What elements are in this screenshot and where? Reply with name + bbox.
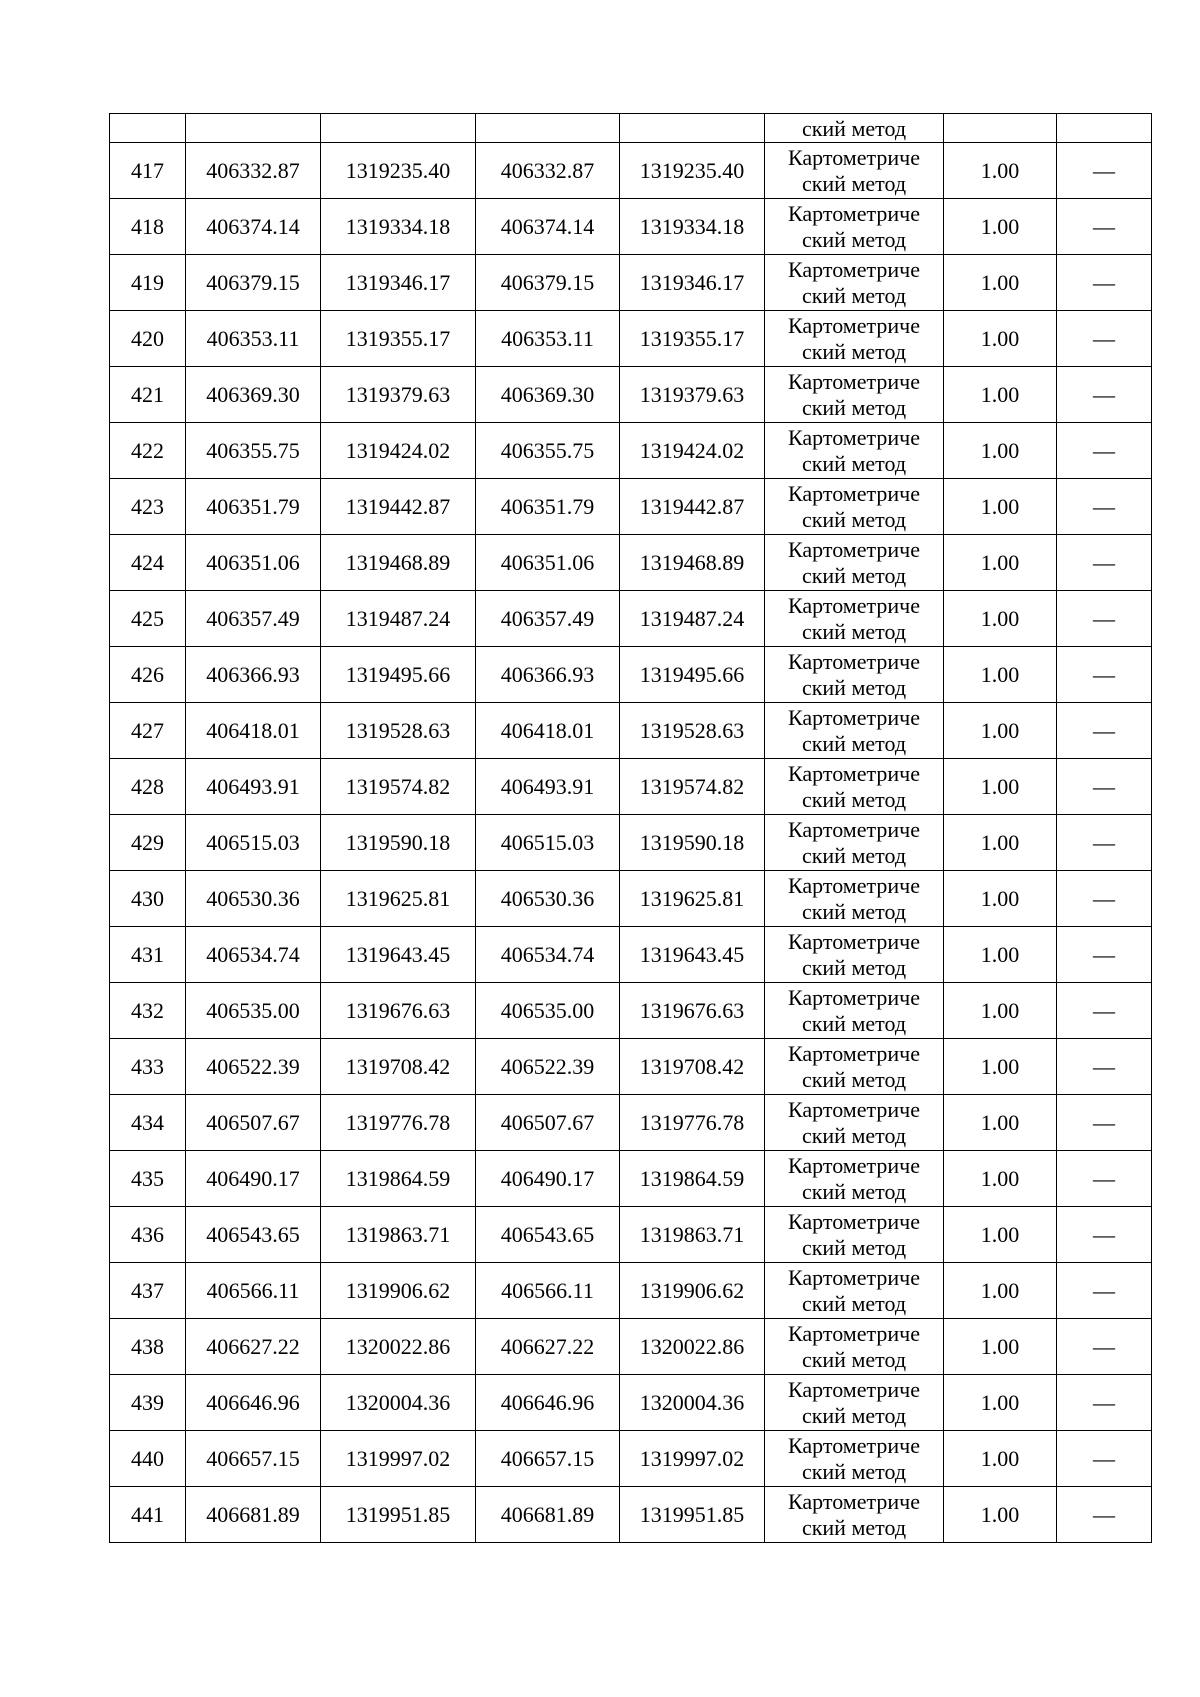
cell-x1: 406493.91 [186,759,321,815]
cell-method [765,703,944,759]
cell-method [765,535,944,591]
cell-y2: 1319643.45 [620,927,765,983]
method-line: ский метод [801,226,907,252]
cell-note: — [1057,1375,1152,1431]
cell-method [765,423,944,479]
cell-method [765,199,944,255]
cell-accuracy: 1.00 [944,255,1057,311]
cell-point-number: 425 [110,591,186,647]
cell-point-number: 438 [110,1319,186,1375]
cell-x2: 406332.87 [476,143,620,199]
cell-method [765,1487,944,1543]
cell-accuracy: 1.00 [944,1095,1057,1151]
cell-y1: 1319863.71 [321,1207,476,1263]
cell-accuracy: 1.00 [944,479,1057,535]
cell-point-number: 439 [110,1375,186,1431]
method-line: ский метод [801,898,907,924]
cell-x2: 406353.11 [476,311,620,367]
cell-note: — [1057,927,1152,983]
cell-x1: 406369.30 [186,367,321,423]
cell-x1 [186,114,321,143]
table-row [110,423,1152,479]
method-line: Картометриче [788,1096,920,1122]
cell-x2: 406374.14 [476,199,620,255]
cell-x2: 406507.67 [476,1095,620,1151]
cell-y1: 1319643.45 [321,927,476,983]
cell-accuracy: 1.00 [944,1375,1057,1431]
cell-method [765,311,944,367]
method-line: ский метод [801,786,907,812]
cell-point-number: 421 [110,367,186,423]
cell-y1: 1319708.42 [321,1039,476,1095]
cell-x2: 406418.01 [476,703,620,759]
cell-x2: 406534.74 [476,927,620,983]
cell-note: — [1057,1151,1152,1207]
cell-method [765,255,944,311]
method-line: ский метод [801,506,907,532]
cell-x1: 406627.22 [186,1319,321,1375]
cell-point-number: 430 [110,871,186,927]
cell-x1: 406566.11 [186,1263,321,1319]
method-line: Картометриче [788,592,920,618]
method-line: ский метод [801,394,907,420]
cell-y2: 1320022.86 [620,1319,765,1375]
cell-x2: 406366.93 [476,647,620,703]
cell-y2: 1319379.63 [620,367,765,423]
cell-accuracy: 1.00 [944,367,1057,423]
method-line: Картометриче [788,1432,920,1458]
cell-point-number: 419 [110,255,186,311]
cell-x1: 406646.96 [186,1375,321,1431]
cell-accuracy: 1.00 [944,1263,1057,1319]
cell-y2: 1319574.82 [620,759,765,815]
cell-y1: 1319864.59 [321,1151,476,1207]
cell-x1: 406351.79 [186,479,321,535]
cell-x1: 406507.67 [186,1095,321,1151]
method-line: Картометриче [788,480,920,506]
cell-accuracy: 1.00 [944,1487,1057,1543]
cell-accuracy: 1.00 [944,1207,1057,1263]
cell-x1: 406681.89 [186,1487,321,1543]
cell-x2: 406566.11 [476,1263,620,1319]
cell-method: ский метод [765,114,944,143]
cell-point-number: 427 [110,703,186,759]
cell-x2: 406357.49 [476,591,620,647]
cell-method [765,591,944,647]
cell-y2: 1320004.36 [620,1375,765,1431]
cell-point-number: 429 [110,815,186,871]
method-line: ский метод [801,842,907,868]
table-row [110,591,1152,647]
cell-note: — [1057,647,1152,703]
cell-accuracy: 1.00 [944,1151,1057,1207]
coordinates-table [109,113,1152,1543]
cell-y2: 1319442.87 [620,479,765,535]
cell-y1: 1319487.24 [321,591,476,647]
cell-y1: 1319346.17 [321,255,476,311]
cell-note: — [1057,1263,1152,1319]
table-row [110,647,1152,703]
table-row [110,535,1152,591]
method-line: Картометриче [788,312,920,338]
cell-point-number: 422 [110,423,186,479]
method-line: ский метод [801,1122,907,1148]
method-line: ский метод [801,618,907,644]
cell-accuracy: 1.00 [944,1039,1057,1095]
cell-y1: 1319951.85 [321,1487,476,1543]
cell-x1: 406379.15 [186,255,321,311]
cell-method [765,143,944,199]
method-line: ский метод [801,1010,907,1036]
cell-note: — [1057,983,1152,1039]
cell-note: — [1057,1487,1152,1543]
cell-y2: 1319468.89 [620,535,765,591]
method-line: ский метод [801,1290,907,1316]
cell-x2: 406490.17 [476,1151,620,1207]
method-line: Картометриче [788,984,920,1010]
cell-y1 [321,114,476,143]
cell-y1: 1319379.63 [321,367,476,423]
cell-method [765,1375,944,1431]
method-line: ский метод [801,562,907,588]
cell-method [765,815,944,871]
cell-x1: 406366.93 [186,647,321,703]
cell-point-number: 432 [110,983,186,1039]
cell-point-number: 417 [110,143,186,199]
table-row [110,1151,1152,1207]
cell-point-number: 437 [110,1263,186,1319]
cell-y2 [620,114,765,143]
method-line: ский метод [801,1234,907,1260]
method-line: ский метод [801,1178,907,1204]
cell-x1: 406418.01 [186,703,321,759]
cell-method [765,1095,944,1151]
cell-y2: 1319864.59 [620,1151,765,1207]
cell-x1: 406353.11 [186,311,321,367]
method-line: Картометриче [788,1264,920,1290]
cell-accuracy: 1.00 [944,423,1057,479]
cell-accuracy: 1.00 [944,1319,1057,1375]
cell-point-number: 423 [110,479,186,535]
method-line: Картометриче [788,1040,920,1066]
method-line: Картометриче [788,200,920,226]
table-row [110,1039,1152,1095]
cell-accuracy [944,114,1057,143]
cell-accuracy: 1.00 [944,703,1057,759]
method-line: ский метод [801,282,907,308]
cell-point-number: 426 [110,647,186,703]
cell-y1: 1319528.63 [321,703,476,759]
cell-y2: 1319355.17 [620,311,765,367]
cell-point-number: 441 [110,1487,186,1543]
method-line: Картометриче [788,424,920,450]
cell-note: — [1057,199,1152,255]
cell-x2: 406627.22 [476,1319,620,1375]
cell-note: — [1057,1319,1152,1375]
cell-y1: 1319334.18 [321,199,476,255]
cell-y1: 1319468.89 [321,535,476,591]
cell-y2: 1319676.63 [620,983,765,1039]
table-row [110,311,1152,367]
cell-accuracy: 1.00 [944,535,1057,591]
cell-y2: 1319997.02 [620,1431,765,1487]
cell-y2: 1319528.63 [620,703,765,759]
table-row [110,1375,1152,1431]
cell-x1: 406351.06 [186,535,321,591]
cell-method [765,1263,944,1319]
cell-accuracy: 1.00 [944,759,1057,815]
cell-x1: 406515.03 [186,815,321,871]
cell-note: — [1057,1431,1152,1487]
cell-y1: 1319495.66 [321,647,476,703]
cell-x2: 406493.91 [476,759,620,815]
table-row [110,1207,1152,1263]
cell-y1: 1319776.78 [321,1095,476,1151]
cell-y2: 1319625.81 [620,871,765,927]
method-line: Картометриче [788,144,920,170]
cell-note: — [1057,479,1152,535]
cell-x1: 406535.00 [186,983,321,1039]
method-line: Картометриче [788,648,920,674]
cell-y1: 1319235.40 [321,143,476,199]
cell-accuracy: 1.00 [944,927,1057,983]
method-line: ский метод [801,170,907,196]
table-row [110,815,1152,871]
cell-y1: 1319424.02 [321,423,476,479]
cell-x1: 406522.39 [186,1039,321,1095]
cell-y2: 1319495.66 [620,647,765,703]
cell-note: — [1057,1095,1152,1151]
cell-point-number [110,114,186,143]
cell-y1: 1319997.02 [321,1431,476,1487]
table-row [110,983,1152,1039]
cell-note [1057,114,1152,143]
cell-note: — [1057,759,1152,815]
table-row [110,367,1152,423]
cell-x1: 406357.49 [186,591,321,647]
cell-y2: 1319346.17 [620,255,765,311]
method-line: Картометриче [788,368,920,394]
continuation-row [110,114,1152,143]
cell-x2: 406543.65 [476,1207,620,1263]
cell-x2: 406535.00 [476,983,620,1039]
table-row [110,871,1152,927]
cell-note: — [1057,703,1152,759]
method-line: Картометриче [788,816,920,842]
cell-note: — [1057,423,1152,479]
cell-y1: 1319906.62 [321,1263,476,1319]
cell-y2: 1319235.40 [620,143,765,199]
cell-x1: 406490.17 [186,1151,321,1207]
method-line: ский метод [801,1514,907,1540]
cell-accuracy: 1.00 [944,647,1057,703]
cell-x2: 406522.39 [476,1039,620,1095]
method-line: ский метод [801,674,907,700]
cell-note: — [1057,815,1152,871]
cell-accuracy: 1.00 [944,1431,1057,1487]
cell-point-number: 436 [110,1207,186,1263]
cell-x2: 406681.89 [476,1487,620,1543]
cell-accuracy: 1.00 [944,983,1057,1039]
table-row [110,1095,1152,1151]
method-line: Картометриче [788,256,920,282]
cell-method [765,1431,944,1487]
cell-method [765,647,944,703]
cell-y1: 1320004.36 [321,1375,476,1431]
method-line: Картометриче [788,928,920,954]
cell-x2: 406355.75 [476,423,620,479]
cell-note: — [1057,591,1152,647]
method-line: ский метод [801,450,907,476]
cell-note: — [1057,367,1152,423]
cell-x1: 406355.75 [186,423,321,479]
cell-note: — [1057,255,1152,311]
cell-method [765,1151,944,1207]
cell-y1: 1319574.82 [321,759,476,815]
table-body [110,114,1152,1543]
cell-accuracy: 1.00 [944,143,1057,199]
method-line: Картометриче [788,704,920,730]
cell-method [765,759,944,815]
table-row [110,759,1152,815]
cell-point-number: 420 [110,311,186,367]
method-line: Картометриче [788,1320,920,1346]
cell-method [765,1319,944,1375]
cell-point-number: 435 [110,1151,186,1207]
cell-y1: 1319590.18 [321,815,476,871]
cell-method [765,479,944,535]
cell-point-number: 434 [110,1095,186,1151]
cell-note: — [1057,1207,1152,1263]
cell-y2: 1319708.42 [620,1039,765,1095]
table-row [110,927,1152,983]
cell-x1: 406332.87 [186,143,321,199]
cell-x2: 406351.06 [476,535,620,591]
cell-method [765,871,944,927]
method-line: Картометриче [788,872,920,898]
cell-point-number: 428 [110,759,186,815]
cell-x2: 406515.03 [476,815,620,871]
cell-point-number: 424 [110,535,186,591]
cell-method [765,367,944,423]
method-line: Картометриче [788,760,920,786]
cell-x1: 406534.74 [186,927,321,983]
method-line: Картометриче [788,1152,920,1178]
method-line: ский метод [801,730,907,756]
cell-y2: 1319487.24 [620,591,765,647]
method-line: ский метод [801,1402,907,1428]
cell-note: — [1057,535,1152,591]
method-line: Картометриче [788,1488,920,1514]
cell-method [765,983,944,1039]
table-row [110,703,1152,759]
cell-x2: 406351.79 [476,479,620,535]
cell-accuracy: 1.00 [944,199,1057,255]
cell-y2: 1319906.62 [620,1263,765,1319]
cell-y2: 1319863.71 [620,1207,765,1263]
cell-y1: 1319442.87 [321,479,476,535]
cell-x2: 406657.15 [476,1431,620,1487]
method-line: ский метод [801,1066,907,1092]
cell-x2: 406646.96 [476,1375,620,1431]
cell-accuracy: 1.00 [944,311,1057,367]
cell-point-number: 431 [110,927,186,983]
method-line: Картометриче [788,1208,920,1234]
cell-accuracy: 1.00 [944,591,1057,647]
method-line: ский метод [801,954,907,980]
cell-point-number: 418 [110,199,186,255]
cell-method [765,1039,944,1095]
method-line: Картометриче [788,536,920,562]
cell-method [765,927,944,983]
cell-y1: 1320022.86 [321,1319,476,1375]
cell-point-number: 440 [110,1431,186,1487]
cell-note: — [1057,311,1152,367]
cell-note: — [1057,1039,1152,1095]
table-row [110,199,1152,255]
table-row [110,1431,1152,1487]
cell-x2: 406530.36 [476,871,620,927]
cell-y2: 1319424.02 [620,423,765,479]
method-line: ский метод [801,1346,907,1372]
table-row [110,1263,1152,1319]
cell-y1: 1319355.17 [321,311,476,367]
cell-y2: 1319590.18 [620,815,765,871]
cell-note: — [1057,871,1152,927]
table-row [110,479,1152,535]
table-row [110,1487,1152,1543]
cell-y2: 1319334.18 [620,199,765,255]
cell-x2: 406369.30 [476,367,620,423]
cell-method [765,1207,944,1263]
cell-y1: 1319625.81 [321,871,476,927]
cell-accuracy: 1.00 [944,871,1057,927]
cell-note: — [1057,143,1152,199]
cell-x2 [476,114,620,143]
table-row [110,143,1152,199]
cell-y2: 1319776.78 [620,1095,765,1151]
cell-point-number: 433 [110,1039,186,1095]
cell-y1: 1319676.63 [321,983,476,1039]
cell-x1: 406543.65 [186,1207,321,1263]
method-line: ский метод [801,338,907,364]
cell-x2: 406379.15 [476,255,620,311]
cell-y2: 1319951.85 [620,1487,765,1543]
table-row [110,1319,1152,1375]
cell-x1: 406374.14 [186,199,321,255]
method-line: ский метод [801,1458,907,1484]
cell-accuracy: 1.00 [944,815,1057,871]
method-line: Картометриче [788,1376,920,1402]
table-row [110,255,1152,311]
cell-x1: 406530.36 [186,871,321,927]
cell-x1: 406657.15 [186,1431,321,1487]
